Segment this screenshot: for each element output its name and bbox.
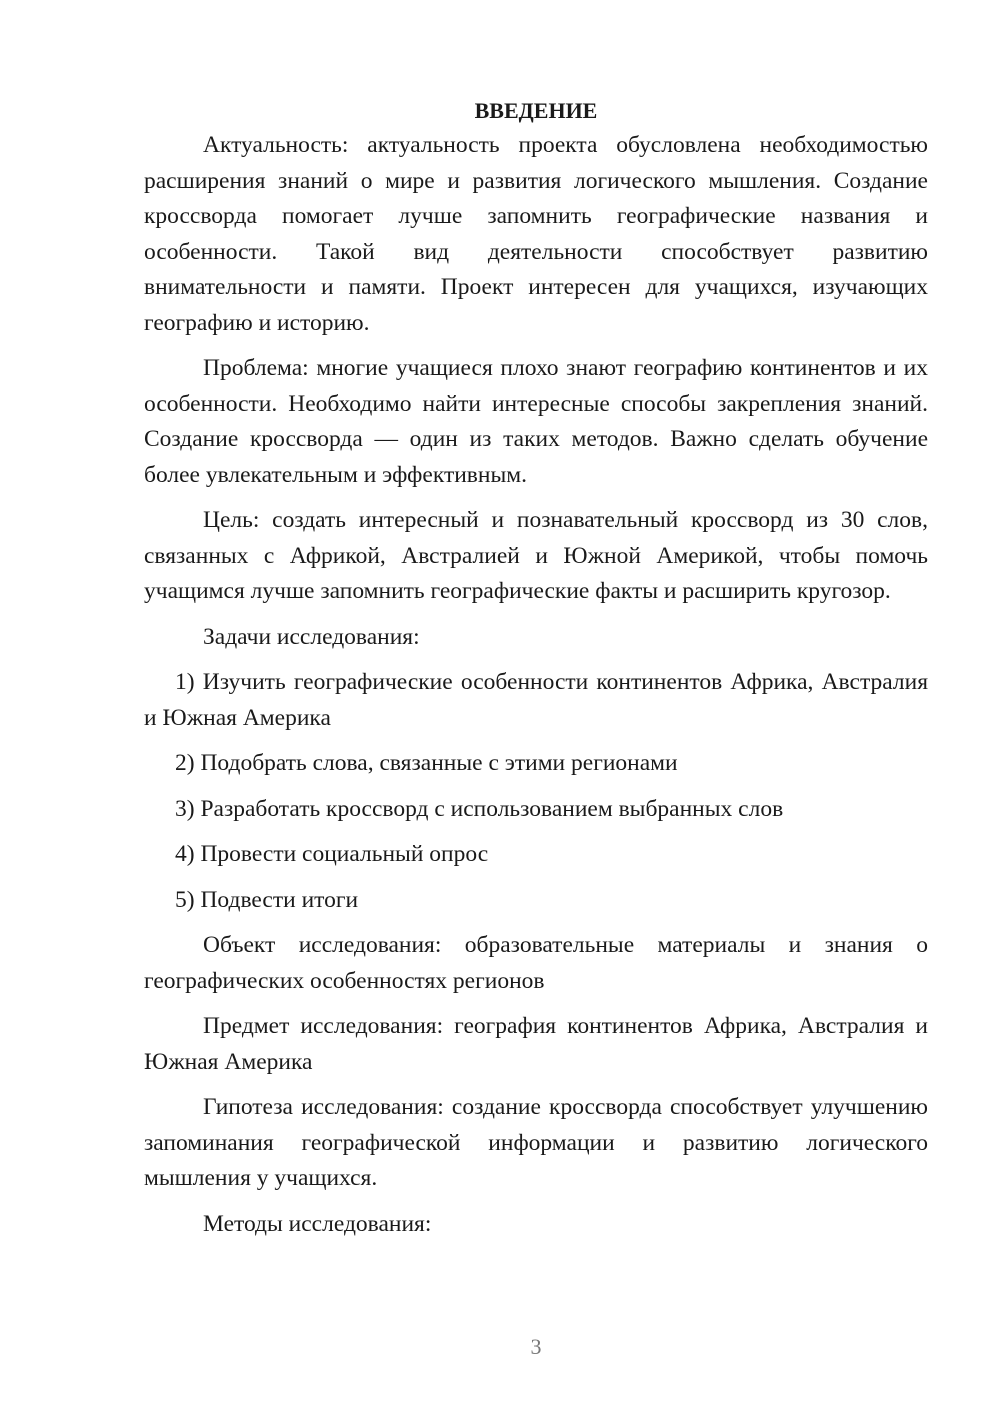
- task-item-3: 3) Разработать кроссворд с использованием выбранных слов: [175, 795, 784, 822]
- subject-paragraph: Предмет исследования: география континентов Африка, Австралия и Южная Америка: [144, 1013, 928, 1075]
- task-item-2: 2) Подобрать слова, связанные с этими регионами: [175, 750, 678, 776]
- methods-heading: Методы исследования:: [203, 1210, 432, 1237]
- tasks-heading: Задачи исследования:: [203, 623, 420, 650]
- task-item-1: 1) Изучить географические особенности континентов Африка, Австралия и Южная Америка: [144, 669, 928, 731]
- page-number: 3: [530, 1334, 542, 1359]
- relevance-paragraph: Актуальность: актуальность проекта обусловлена необходимостью расширения знаний о мире и развития логического мышления. Создание кроссворда помогает лучше запомнить географические названия и особенности. Такой вид деятельности способствует развитию внимательности и памяти. Проект интересен для учащихся, изучающих географию и историю.: [144, 132, 928, 336]
- section-title: ВВЕДЕНИЕ: [474, 98, 598, 123]
- problem-paragraph: Проблема: многие учащиеся плохо знают географию континентов и их особенности. Необходимо найти интересные способы закрепления знаний. Создание кроссворда — один из таких методов. Важно сделать обучение более увлекательным и эффективным.: [144, 355, 928, 488]
- page-content: [144, 93, 928, 1252]
- goal-paragraph: Цель: создать интересный и познавательный кроссворд из 30 слов, связанных с Африкой, Австралией и Южной Америкой, чтобы помочь учащимся лучше запомнить географические факты и расширить кругозор.: [144, 507, 928, 604]
- hypothesis-paragraph: Гипотеза исследования: создание кроссворда способствует улучшению запоминания географической информации и развитию логического мышления у учащихся.: [144, 1094, 928, 1191]
- task-item-4: 4) Провести социальный опрос: [175, 841, 489, 867]
- object-paragraph: Объект исследования: образовательные материалы и знания о географических особенностях регионов: [144, 932, 928, 994]
- task-item-5: 5) Подвести итоги: [175, 886, 359, 913]
